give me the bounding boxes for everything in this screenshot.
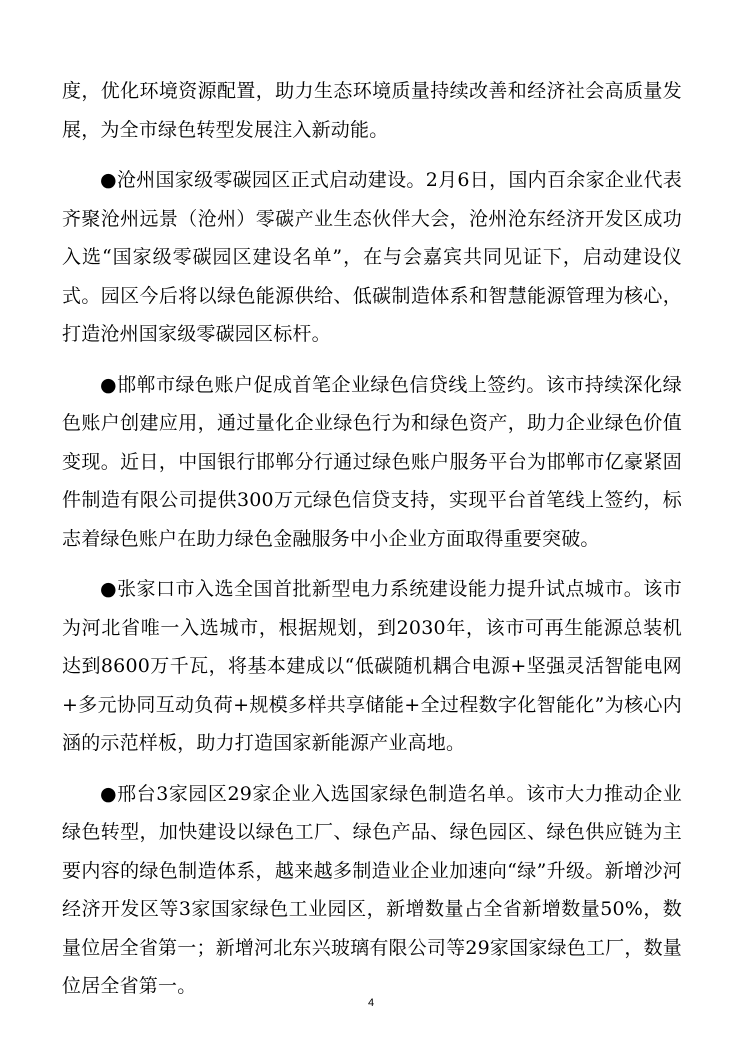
paragraph-handan: ●邯郸市绿色账户促成首笔企业绿色信贷线上签约。该市持续深化绿色账户创建应用，通过量化企业绿色行为和绿色资产，助力企业绿色价值变现。近日，中国银行邯郸分行通过绿色账户服务平台为邯郸市亿豪紧固件制造有限公司提供300万元绿色信贷支持，实现平台首笔线上签约，标志着绿色账户在助力绿色金融服务中小企业方面取得重要突破。 bbox=[62, 373, 682, 550]
paragraph-cangzhou: ●沧州国家级零碳园区正式启动建设。2月6日，国内百余家企业代表齐聚沧州远景（沧州）零碳产业生态伙伴大会，沧州沧东经济开发区成功入选“国家级零碳园区建设名单”，在与会嘉宾共同见证下，启动建设仪式。园区今后将以绿色能源供给、低碳制造体系和智慧能源管理为核心，打造沧州国家级零碳园区标杆。 bbox=[62, 169, 682, 345]
paragraph-continuation: 度，优化环境资源配置，助力生态环境质量持续改善和经济社会高质量发展，为全市绿色转型发展注入新动能。 bbox=[62, 80, 682, 141]
page-number: 4 bbox=[367, 997, 375, 1009]
paragraph-gap bbox=[62, 354, 682, 366]
paragraph-gap bbox=[62, 763, 682, 775]
paragraph-gap bbox=[62, 149, 682, 161]
paragraph-gap bbox=[62, 558, 682, 570]
paragraph-zhangjiakou: ●张家口市入选全国首批新型电力系统建设能力提升试点城市。该市为河北省唯一入选城市，根据规划，到2030年，该市可再生能源总装机达到8600万千瓦，将基本建成以“低碳随机耦合电源+坚强灵活智能电网+多元协同互动负荷+规模多样共享储能+全过程数字化智能化”为核心内涵的示范样板，助力打造国家新能源产业高地。 bbox=[62, 578, 682, 754]
document-body bbox=[62, 72, 682, 1006]
paragraph-xingtai: ●邢台3家园区29家企业入选国家绿色制造名单。该市大力推动企业绿色转型，加快建设以绿色工厂、绿色产品、绿色园区、绿色供应链为主要内容的绿色制造体系，越来越多制造业企业加速向“绿”升级。新增沙河经济开发区等3家国家绿色工业园区，新增数量占全省新增数量50%，数量位居全省第一；新增河北东兴玻璃有限公司等29家国家绿色工厂，数量位居全省第一。 bbox=[62, 782, 682, 997]
